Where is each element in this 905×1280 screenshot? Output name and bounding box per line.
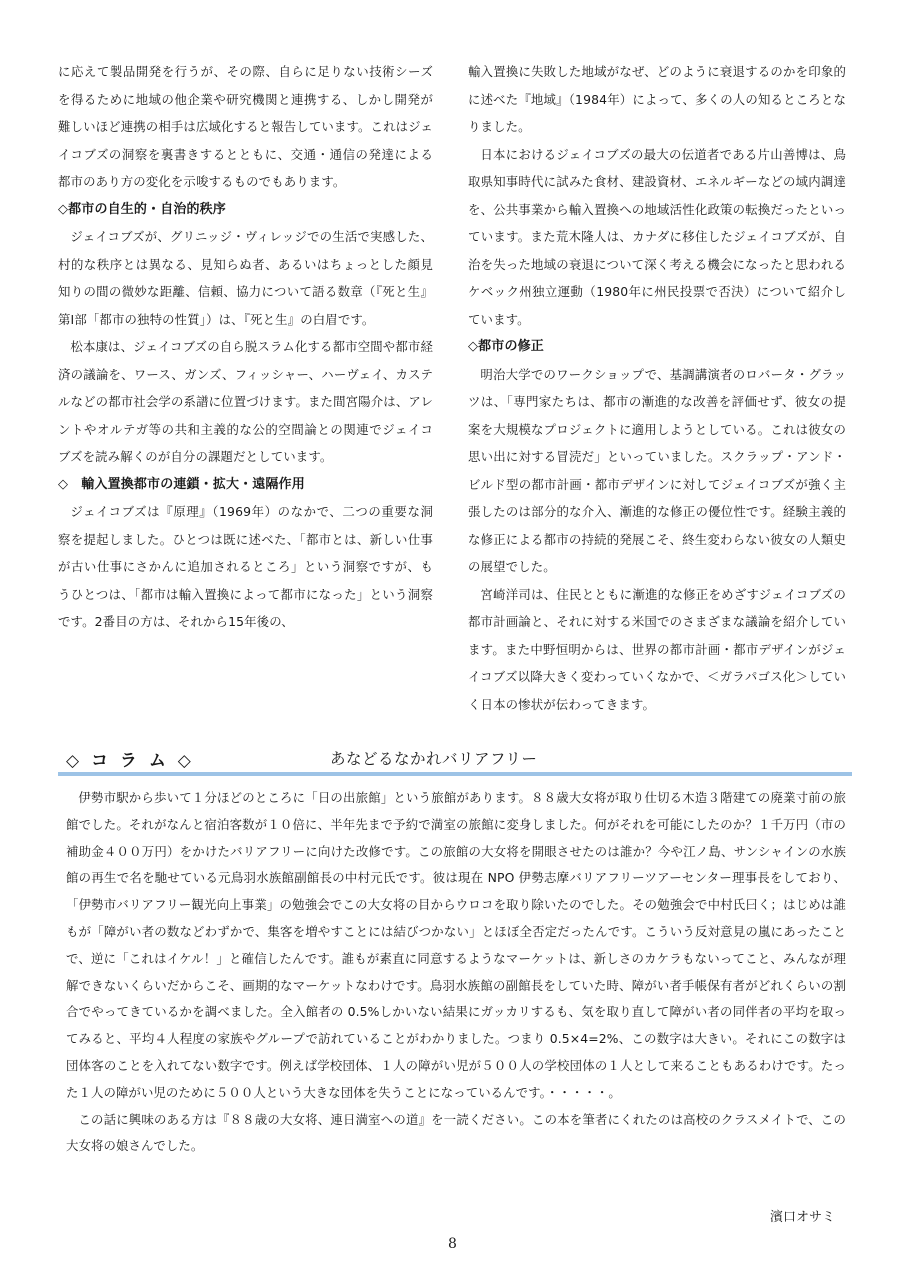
right-paragraph-3: 明治大学でのワークショップで、基調講演者のロバータ・グラッツは、「専門家たちは、都市の漸進的な改善を評価せず、彼女の提案を大規模なプロジェクトに適用しようとしている。これは彼女の思い出に対する冒涜だ」といっていました。スクラップ・アンド・ビルド型の都市計画・都市デザインに対してジェイコブズが強く主張したのは部分的な介入、漸進的な修正の優位性です。経験主義的な修正による都市の持続的発展こそ、終生変わらない彼女の人類史の展望でした。 xyxy=(468,366,846,574)
left-paragraph-2: ジェイコブズが、グリニッジ・ヴィレッジでの生活で実感した、村的な秩序とは異なる、見知らぬ者、あるいはちょっとした顔見知りの間の微妙な距離、信頼、協力について語る数章（『死と生』第Ⅰ部「都市の独特の性質」）は、『死と生』の白眉です。 xyxy=(58,229,433,327)
section-heading-city-correction: ◇都市の修正 xyxy=(468,339,544,354)
right-column xyxy=(468,58,846,718)
column-divider xyxy=(58,772,852,776)
column-author: 濱口オサミ xyxy=(769,1210,835,1225)
right-paragraph-2: 日本におけるジェイコブズの最大の伝道者である片山善博は、鳥取県知事時代に試みた食材、建設資材、エネルギーなどの域内調達を、公共事業から輸入置換への地域活性化政策の転換だったといっています。また荒木隆人は、カナダに移住したジェイコブズが、自治を失った地域の衰退について深く考える機会になったと思われるケベック州独立運動（1980年に州民投票で否決）について紹介しています。 xyxy=(468,146,846,327)
column-paragraph-1: 伊勢市駅から歩いて１分ほどのところに「日の出旅館」という旅館があります。８８歳大女将が取り仕切る木造３階建ての廃業寸前の旅館でした。それがなんと宿泊客数が１０倍に、半年先まで予約で満室の旅館に変身しました。何がそれを可能にしたのか？１千万円（市の補助金４００万円）をかけたバリアフリーに向けた改修です。この旅館の大女将を開眼させたのは誰か？今や江ノ島、サンシャインの水族館の再生で名を馳せている元鳥羽水族館副館長の中村元氏です。彼は現在 NPO 伊勢志摩バリアフリーツアーセンター理事長をしており、「伊勢市バリアフリー観光向上事業」の勉強会でこの大女将の目からウロコを取り除いたのでした。その勉強会で中村氏曰く；はじめは誰もが「障がい者の数などわずかで、集客を増やすことには結びつかない」とほぼ全否定だったんです。こういう反対意見の嵐にあったことで、逆に「これはイケル！」と確信したんです。誰もが素直に同意するようなマーケットは、新しさのカケラもないってこと、みんなが理解できないくらいだからこそ、画期的なマーケットなわけです。鳥羽水族館の副館長をしていた時、障がい者手帳保有者がどれくらいの割合でやってきているかを調べました。全入館者の 0.5%しかいない結果にガッカリするも、気を取り直して障がい者の同伴者の平均を取ってみると、平均４人程度の家族やグループで訪れていることがわかりました。つまり 0.5×4=2%、この数字は大きい。それにこの数字は団体客のことを入れてない数字です。例えば学校団体、１人の障がい児が５００人の学校団体の１人として来ることもあるわけです。たった１人の障がい児のために５００人という大きな団体を失うことになっているんです。・・・・・。 xyxy=(66,790,846,1100)
page-number: 8 xyxy=(448,1236,457,1252)
left-paragraph-3: 松本康は、ジェイコブズの自ら脱スラム化する都市空間や都市経済の議論を、ワース、ガンズ、フィッシャー、ハーヴェイ、カステルなどの都市社会学の系譜に位置づけます。また間宮陽介は、アレントやオルテガ等の共和主義的な公的空間論との関連でジェイコブズを読み解くのが自分の課題だとしています。 xyxy=(58,339,433,464)
column-body xyxy=(66,785,846,1160)
column-title: ◇ コ ラ ム ◇ xyxy=(66,751,194,771)
left-paragraph-4: ジェイコブズは『原理』（1969年）のなかで、二つの重要な洞察を提起しました。ひとつは既に述べた、「都市とは、新しい仕事が古い仕事にさかんに追加されるところ」という洞察ですが、もうひとつは、「都市は輸入置換によって都市になった」という洞察です。2番目の方は、それから15年後の、 xyxy=(58,504,433,629)
section-heading-import-replacement: ◇ 輸入置換都市の連鎖・拡大・遠隔作用 xyxy=(58,476,305,492)
right-paragraph-1: 輸入置換に失敗した地域がなぜ、どのように衰退するのかを印象的に述べた『地域』（1984年）によって、多くの人の知るところとなりました。 xyxy=(468,64,846,134)
column-paragraph-2: この話に興味のある方は『８８歳の大女将、連日満室への道』を一読ください。この本を筆者にくれたのは高校のクラスメイトで、この大女将の娘さんでした。 xyxy=(66,1111,846,1154)
right-paragraph-4: 宮崎洋司は、住民とともに漸進的な修正をめざすジェイコブズの都市計画論と、それに対する米国でのさまざまな議論を紹介しています。また中野恒明からは、世界の都市計画・都市デザインがジェイコブズ以降大きく変わっていくなかで、＜ガラパゴス化＞していく日本の惨状が伝わってきます。 xyxy=(468,586,846,712)
left-paragraph-1: に応えて製品開発を行うが、その際、自らに足りない技術シーズを得るために地域の他企業や研究機関と連携する、しかし開発が難しいほど連携の相手は広域化すると報告しています。これはジェイコブズの洞察を裏書きするとともに、交通・通信の発達による都市のあり方の変化を示唆するものでもあります。 xyxy=(58,64,433,189)
column-header xyxy=(58,744,850,772)
section-heading-spontaneous-order: ◇都市の自生的・自治的秩序 xyxy=(58,201,226,217)
column-subtitle: あなどるなかれバリアフリー xyxy=(330,750,538,768)
left-column xyxy=(58,58,433,636)
